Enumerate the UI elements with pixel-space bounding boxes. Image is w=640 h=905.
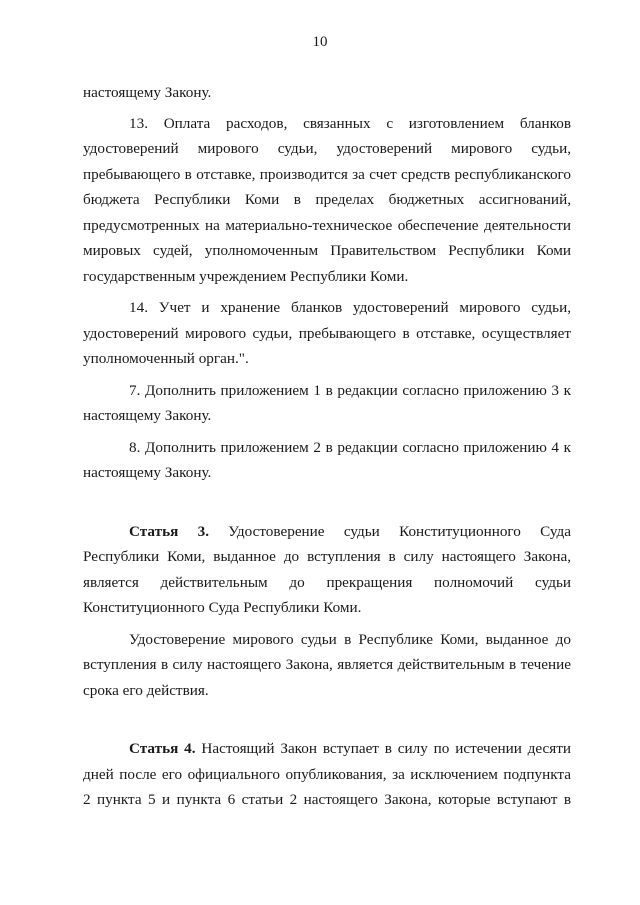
text-line: настоящему Закону. xyxy=(83,84,212,101)
article-3-text: Удостоверение судьи Конституционного Суда xyxy=(209,522,572,540)
text-line: государственным учреждением Республики Коми. xyxy=(83,267,409,285)
page-number: 10 xyxy=(312,34,328,50)
text-line: является действительным до прекращения полномочий судьи xyxy=(83,573,571,591)
text-line: срока его действия. xyxy=(83,681,209,699)
text-line xyxy=(83,736,571,762)
text-line: дней после его официального опубликования, за исключением подпункта xyxy=(83,765,571,783)
article-3-paragraph-2 xyxy=(83,627,571,704)
text-line: вступления в силу настоящего Закона, является действительным в течение xyxy=(83,656,571,673)
text-line: мировых судей, уполномоченным Правительством Республики Коми xyxy=(83,242,571,259)
paragraph-item-8 xyxy=(83,435,571,486)
document-body xyxy=(83,80,571,813)
text-line: 14. Учет и хранение бланков удостоверений мирового судьи, xyxy=(129,299,571,316)
paragraph-item-13 xyxy=(83,111,571,290)
article-3 xyxy=(83,519,571,621)
text-line: 2 пункта 5 и пункта 6 статьи 2 настоящего Закона, которые вступают в xyxy=(83,791,571,808)
text-line: предусмотренных на материально-техническое обеспечение деятельности xyxy=(83,216,571,234)
article-4-text: Настоящий Закон вступает в силу по истечении десяти xyxy=(195,740,571,757)
article-3-heading: Статья 3. xyxy=(129,522,210,540)
text-line: Конституционного Суда Республики Коми. xyxy=(83,599,362,616)
paragraph-item-14 xyxy=(83,295,571,372)
text-line: бюджета Республики Коми в пределах бюджетных ассигнований, xyxy=(83,191,571,208)
text-line: 13. Оплата расходов, связанных с изготовлением бланков xyxy=(129,114,571,132)
text-line: пребывающего в отставке, производится за счет средств республиканского xyxy=(83,165,571,183)
text-line: настоящему Закону. xyxy=(83,407,212,424)
text-line: настоящему Закону. xyxy=(83,464,212,481)
text-line: удостоверений мирового судьи, пребывающего в отставке, осуществляет xyxy=(83,324,571,342)
text-line xyxy=(83,519,571,545)
article-4-heading: Статья 4. xyxy=(129,740,196,757)
text-line: 7. Дополнить приложением 1 в редакции согласно приложению 3 к xyxy=(129,381,571,399)
text-line: 8. Дополнить приложением 2 в редакции согласно приложению 4 к xyxy=(129,438,571,456)
text-line: уполномоченный орган.". xyxy=(83,350,249,367)
article-4 xyxy=(83,736,571,813)
text-line: удостоверений мирового судьи, удостоверений мирового судьи, xyxy=(83,140,571,157)
text-line: Республики Коми, выданное до вступления в силу настоящего Закона, xyxy=(83,548,571,565)
paragraph-item-7 xyxy=(83,378,571,429)
paragraph-continuation xyxy=(83,80,571,106)
text-line: Удостоверение мирового судьи в Республике Коми, выданное до xyxy=(129,630,571,648)
